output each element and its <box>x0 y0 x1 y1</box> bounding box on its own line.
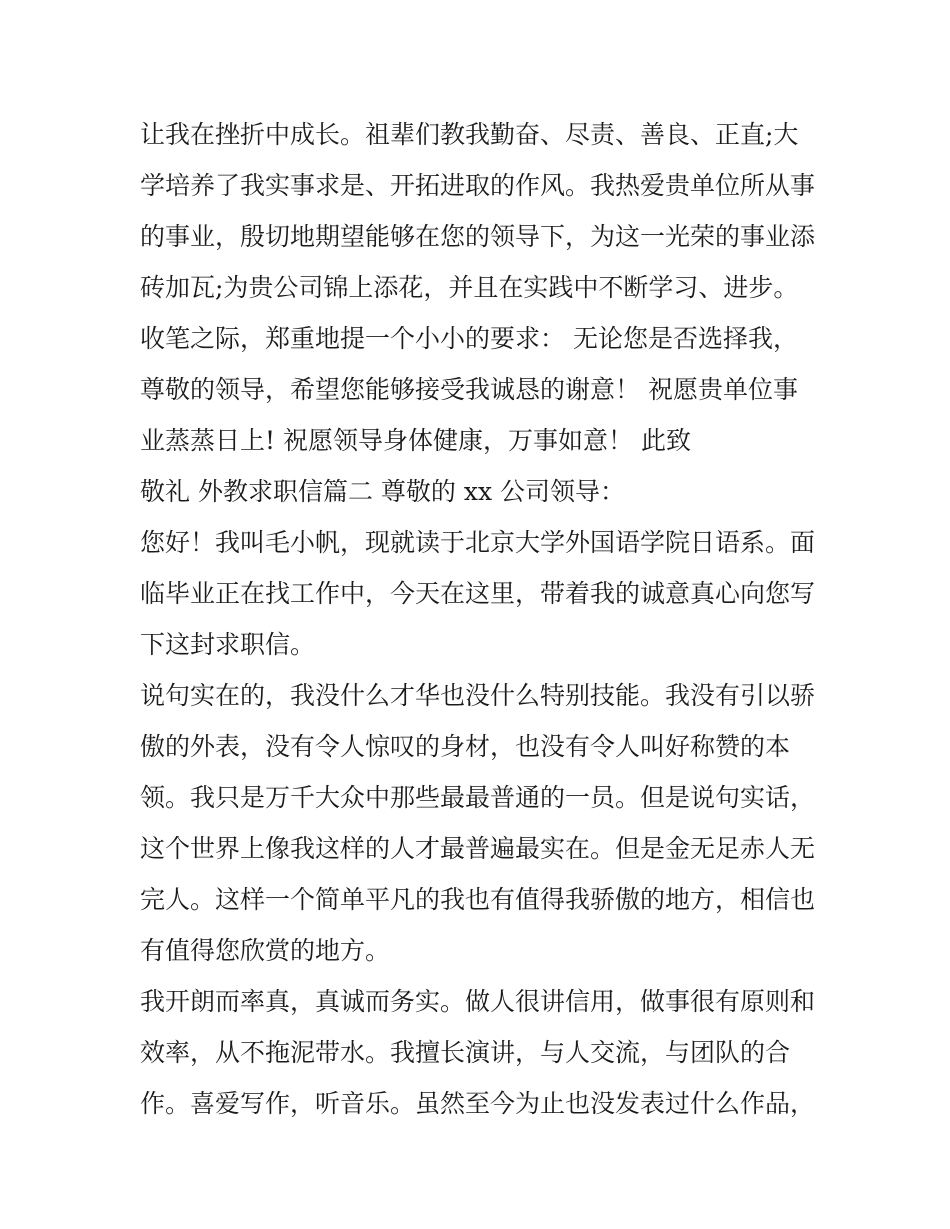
text-line: 业蒸蒸日上! 祝愿领导身体健康，万事如意！ 此致 <box>140 426 691 455</box>
text-line: 收笔之际，郑重地提一个小小的要求： 无论您是否选择我， <box>140 324 798 353</box>
text-line: 傲的外表，没有令人惊叹的身材，也没有令人叫好称赞的本 <box>140 732 791 761</box>
text-line: 我开朗而率真，真诚而务实。做人很讲信用，做事很有原则和 <box>140 987 816 1016</box>
text-line: 敬礼 外教求职信篇二 尊敬的 xx 公司领导： <box>140 477 625 506</box>
text-line: 说句实在的，我没什么才华也没什么特别技能。我没有引以骄 <box>140 681 816 710</box>
text-line: 效率，从不拖泥带水。我擅长演讲，与人交流，与团队的合 <box>140 1038 791 1067</box>
text-line: 这个世界上像我这样的人才最普遍最实在。但是金无足赤人无 <box>140 834 816 863</box>
text-line: 有值得您欣赏的地方。 <box>140 936 391 965</box>
text-line: 作。喜爱写作，听音乐。虽然至今为止也没发表过什么作品， <box>140 1089 816 1118</box>
text-line: 学培养了我实事求是、开拓进取的作风。我热爱贵单位所从事 <box>140 171 816 200</box>
text-line: 临毕业正在找工作中，今天在这里，带着我的诚意真心向您写 <box>140 579 816 608</box>
text-line: 完人。这样一个简单平凡的我也有值得我骄傲的地方，相信也 <box>140 885 816 914</box>
document-body <box>140 109 830 1129</box>
text-line: 尊敬的领导，希望您能够接受我诚恳的谢意！ 祝愿贵单位事 <box>140 375 798 404</box>
text-line: 下这封求职信。 <box>140 630 316 659</box>
text-line: 砖加瓦;为贵公司锦上添花，并且在实践中不断学习、进步。 <box>140 273 799 302</box>
text-line: 您好！我叫毛小帆，现就读于北京大学外国语学院日语系。面 <box>140 528 816 557</box>
text-line: 让我在挫折中成长。祖辈们教我勤奋、尽责、善良、正直;大 <box>140 120 799 149</box>
text-line: 领。我只是万千大众中那些最最普通的一员。但是说句实话， <box>140 783 816 812</box>
text-line: 的事业，殷切地期望能够在您的领导下，为这一光荣的事业添 <box>140 222 816 251</box>
